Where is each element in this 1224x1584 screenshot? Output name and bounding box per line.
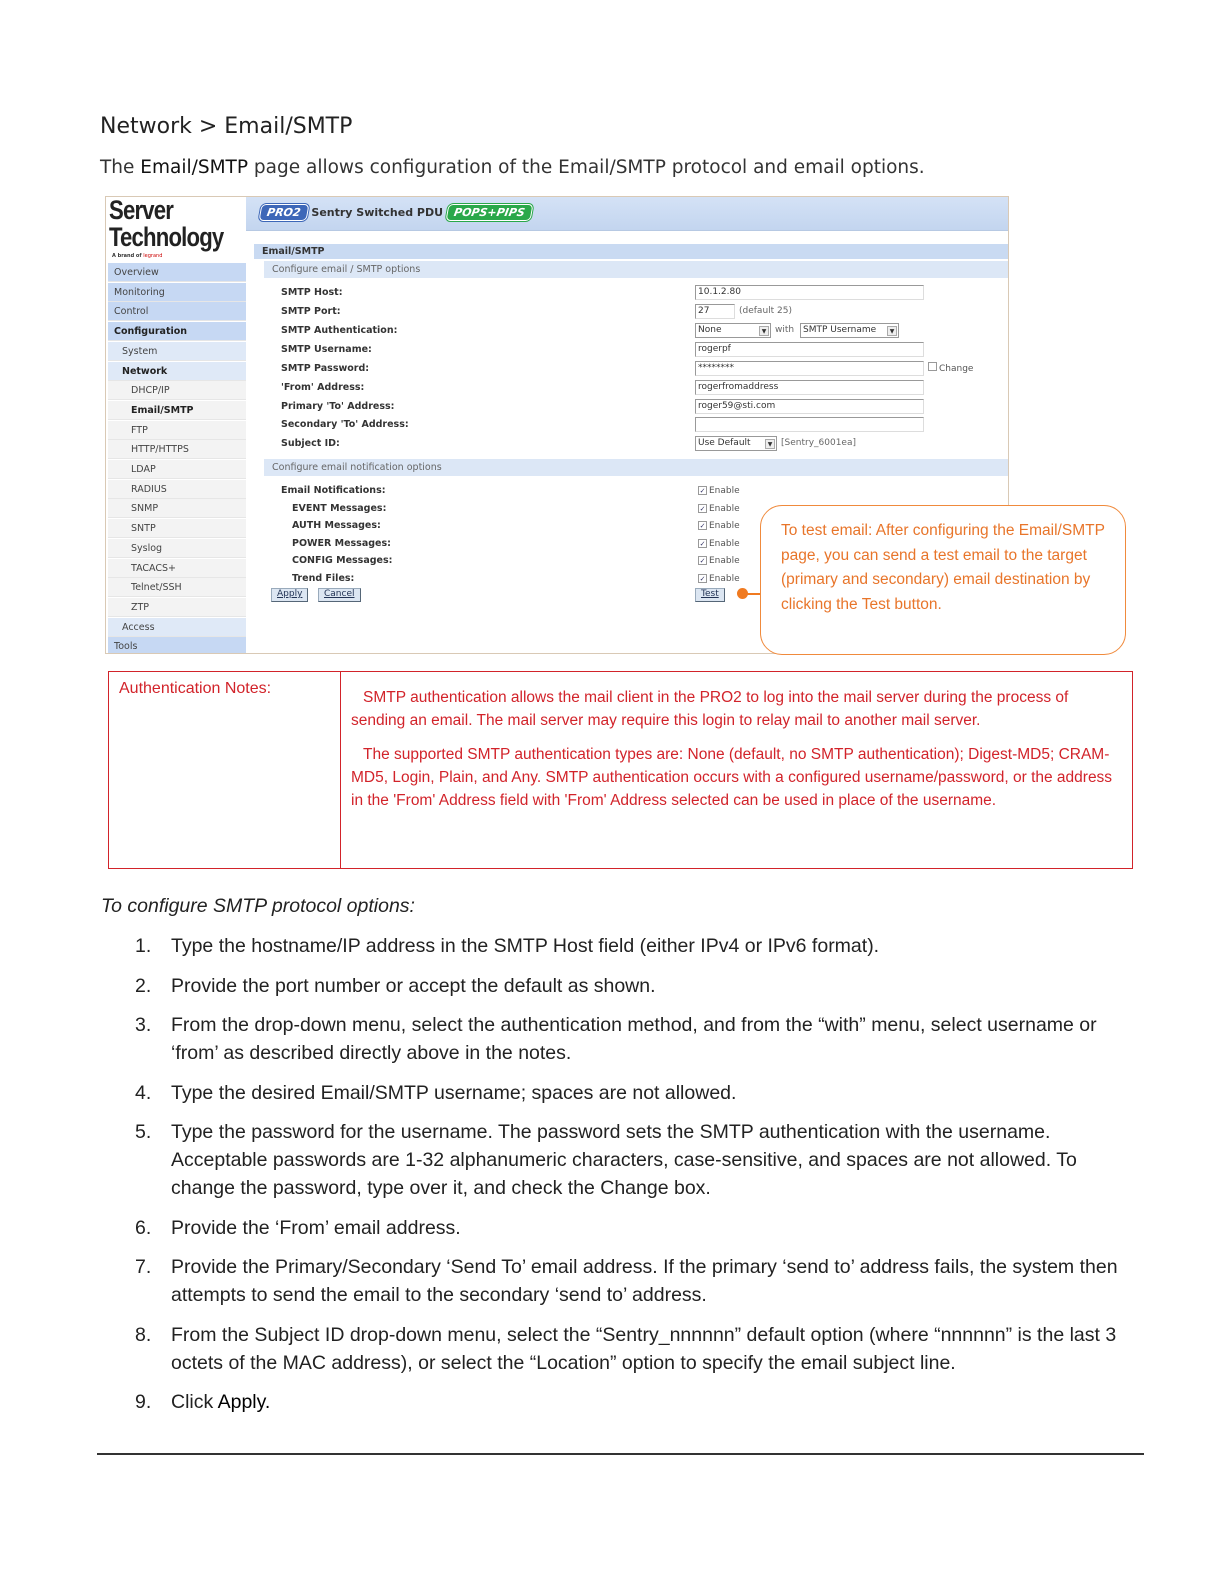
checkbox-icon: ✓	[699, 574, 706, 583]
step-number: 5.	[135, 1121, 152, 1143]
sidebar-item[interactable]: TACACS+	[108, 559, 246, 578]
step-text	[171, 972, 656, 1000]
page-heading: Network > Email/SMTP	[100, 114, 353, 139]
test-email-callout: To test email: After configuring the Email/SMTP page, you can send a test email to the target (primary and secondary) email destination by clicking the Test button.	[760, 505, 1126, 655]
test-button[interactable]: Test	[695, 588, 725, 602]
label-smtp-port: SMTP Port:	[281, 306, 341, 317]
step-text	[171, 1321, 1145, 1377]
primary-to-input[interactable]: roger59@sti.com	[695, 399, 924, 414]
checkbox-icon: ✓	[699, 557, 706, 565]
procedure-step	[135, 1214, 1145, 1242]
sidebar-item[interactable]: DHCP/IP	[108, 381, 246, 400]
label-smtp-host: SMTP Host:	[281, 287, 343, 298]
enable-checkbox[interactable]	[698, 574, 740, 584]
procedure-step	[135, 1253, 1145, 1309]
step-number: 4.	[135, 1081, 152, 1104]
product-name: Sentry Switched PDU	[311, 206, 444, 219]
intro-text	[100, 157, 925, 178]
sidebar-item[interactable]: Control	[108, 302, 246, 321]
enable-label: Enable	[709, 486, 740, 496]
section-notification-options: Configure email notification options	[264, 459, 1009, 476]
procedure-step	[135, 1388, 1145, 1416]
procedure-steps	[135, 932, 1145, 1428]
subject-hint: [Sentry_6001ea]	[781, 438, 856, 448]
checkbox-icon: ✓	[699, 522, 706, 530]
checkbox-icon	[928, 362, 937, 371]
notification-label: POWER Messages:	[292, 537, 391, 549]
notes-body	[341, 672, 1132, 868]
pops-pips-badge: POPS+PIPS	[445, 204, 533, 221]
label-smtp-auth: SMTP Authentication:	[281, 325, 398, 336]
procedure-heading: To configure SMTP protocol options:	[101, 895, 415, 917]
tagline-brand: legrand	[143, 253, 163, 259]
change-label: Change	[939, 364, 974, 374]
enable-label: Enable	[709, 556, 740, 566]
sidebar-item[interactable]: FTP	[108, 421, 246, 440]
step-text	[171, 932, 879, 960]
sidebar-item[interactable]: Telnet/SSH	[108, 578, 246, 597]
tagline-pre: A brand of	[112, 253, 144, 259]
enable-checkbox[interactable]	[698, 521, 740, 531]
step-text	[171, 1253, 1145, 1309]
step-text	[171, 1079, 736, 1107]
sidebar-item[interactable]: ZTP	[108, 598, 246, 617]
checkbox-icon: ✓	[699, 487, 706, 495]
sidebar-item[interactable]: Configuration	[108, 322, 246, 341]
sidebar-item[interactable]: HTTP/HTTPS	[108, 440, 246, 459]
subject-id-select[interactable]	[695, 436, 777, 451]
smtp-port-input[interactable]: 27	[695, 304, 735, 319]
step-text	[171, 1388, 270, 1416]
footer-rule	[97, 1453, 1144, 1455]
step-number: 3.	[135, 1014, 152, 1036]
step-text-body: From the Subject ID drop-down menu, select the “Sentry_nnnnnn” default option (where “nnnnnn” is the last 3 octets of the MAC address), or select the “Location” option to specify the email subject line.	[171, 1323, 1117, 1374]
procedure-step	[135, 972, 1145, 1000]
enable-label: Enable	[709, 538, 740, 549]
with-value: SMTP Username	[803, 325, 877, 335]
logo-tagline	[112, 252, 162, 260]
step-number: 7.	[135, 1256, 152, 1278]
procedure-step	[135, 932, 1145, 960]
checkbox-icon: ✓	[699, 504, 706, 513]
sidebar-item[interactable]: Monitoring	[108, 283, 246, 302]
notification-label: EVENT Messages:	[292, 502, 387, 514]
enable-label: Enable	[709, 503, 740, 514]
notification-label: Trend Files:	[292, 572, 355, 584]
label-from-address: 'From' Address:	[281, 382, 365, 393]
label-subject-id: Subject ID:	[281, 438, 340, 449]
secondary-to-input[interactable]	[695, 417, 924, 432]
sidebar-item[interactable]: Overview	[108, 263, 246, 282]
enable-label: Enable	[709, 521, 740, 531]
enable-checkbox[interactable]	[698, 486, 740, 496]
step-text-body: From the drop-down menu, select the authentication method, and from the “with” menu, select username or ‘from’ as described directly above in the notes.	[171, 1014, 1097, 1064]
with-select[interactable]	[800, 323, 899, 338]
step-number: 6.	[135, 1216, 152, 1239]
intro-pre: The	[100, 157, 141, 178]
sidebar-item[interactable]: Tools	[108, 637, 246, 654]
intro-post: page allows configuration of the Email/SMTP protocol and email options.	[248, 157, 925, 178]
procedure-step	[135, 1321, 1145, 1377]
page-title-bar: Email/SMTP	[254, 244, 1009, 259]
notes-heading: Authentication Notes:	[109, 672, 341, 868]
sidebar-item[interactable]: Network	[108, 362, 246, 381]
logo-server: Server	[109, 196, 174, 225]
step-number: 9.	[135, 1391, 152, 1413]
step-text	[171, 1011, 1145, 1067]
step-number: 1.	[135, 935, 152, 957]
sidebar-item[interactable]: Syslog	[108, 539, 246, 558]
sidebar-item[interactable]: Access	[108, 618, 246, 637]
smtp-host-input[interactable]: 10.1.2.80	[695, 285, 924, 300]
sidebar-item[interactable]: Email/SMTP	[108, 401, 246, 420]
notes-paragraph: The supported SMTP authentication types are: None (default, no SMTP authentication); Digest-MD5; CRAM-MD5, Login, Plain, and Any. SMTP authentication occurs with a configured username/password, or the address in the 'From' Address field with 'From' Address selected can be used in place of the username.	[351, 746, 1113, 809]
notification-label: Email Notifications:	[281, 485, 386, 496]
subject-value: Use Default	[698, 438, 751, 448]
enable-checkbox[interactable]	[698, 556, 740, 566]
app-header	[246, 197, 1009, 231]
auth-select[interactable]	[695, 323, 771, 338]
step-text-body: Type the password for the username. The password sets the SMTP authentication with the username. Acceptable passwords are 1-32 alphanumeric characters, case-sensitive, and spaces are not allowed. To change the password, type over it, and check the Change box.	[171, 1121, 1077, 1199]
sidebar-item[interactable]: SNMP	[108, 499, 246, 518]
intro-bold: Email/SMTP	[140, 157, 249, 178]
step-text-body: Provide the port number or accept the default as shown.	[171, 974, 656, 997]
apply-button[interactable]: Apply	[271, 588, 308, 602]
enable-label: Enable	[709, 573, 740, 584]
sidebar-item[interactable]: RADIUS	[108, 480, 246, 499]
sidebar-item[interactable]: SNTP	[108, 519, 246, 538]
smtp-username-input[interactable]: rogerpf	[695, 342, 924, 357]
label-secondary-to: Secondary 'To' Address:	[281, 419, 409, 430]
procedure-step	[135, 1011, 1145, 1067]
enable-checkbox[interactable]	[698, 504, 740, 514]
header-title	[260, 204, 532, 221]
authentication-notes	[108, 671, 1133, 869]
label-smtp-username: SMTP Username:	[281, 344, 372, 355]
step-text	[171, 1118, 1145, 1202]
with-label: with	[775, 325, 795, 335]
logo-technology: Technology	[109, 222, 224, 252]
label-primary-to: Primary 'To' Address:	[281, 401, 395, 412]
step-number: 2.	[135, 974, 152, 997]
step-text-body: Provide the ‘From’ email address.	[171, 1216, 461, 1239]
procedure-step	[135, 1079, 1145, 1107]
label-smtp-password: SMTP Password:	[281, 363, 370, 374]
step-text	[171, 1214, 461, 1242]
step-number: 8.	[135, 1323, 152, 1346]
sidebar-item[interactable]: System	[108, 342, 246, 361]
procedure-step	[135, 1118, 1145, 1202]
chevron-down-icon: ▼	[765, 439, 775, 449]
checkbox-icon: ✓	[699, 539, 706, 548]
change-password-checkbox[interactable]	[928, 362, 973, 374]
step-text-body: Type the desired Email/SMTP username; spaces are not allowed.	[171, 1081, 737, 1104]
cancel-button[interactable]: Cancel	[318, 588, 361, 602]
step-text-body: Click	[171, 1391, 218, 1413]
chevron-down-icon: ▼	[759, 326, 769, 336]
chevron-down-icon: ▼	[887, 326, 897, 336]
notification-label: AUTH Messages:	[292, 520, 381, 531]
step-text-body: Type the hostname/IP address in the SMTP Host field (either IPv4 or IPv6 format).	[171, 935, 880, 957]
auth-value: None	[698, 325, 722, 335]
pro2-badge: PRO2	[259, 204, 310, 221]
from-address-input[interactable]: rogerfromaddress	[695, 380, 924, 395]
sidebar	[106, 197, 246, 654]
section-smtp-options: Configure email / SMTP options	[264, 261, 1009, 278]
port-hint: (default 25)	[739, 306, 793, 316]
step-text-body: Provide the Primary/Secondary ‘Send To’ email address. If the primary ‘send to’ address fails, the system then attempts to send the email to the secondary ‘send to’ address.	[171, 1256, 1118, 1306]
notes-paragraph: SMTP authentication allows the mail client in the PRO2 to log into the mail server during the process of sending an email. The mail server may require this login to relay mail to another mail server.	[351, 689, 1069, 729]
smtp-password-input[interactable]: ********	[695, 361, 924, 376]
enable-checkbox[interactable]	[698, 539, 740, 549]
sidebar-item[interactable]: LDAP	[108, 460, 246, 479]
step-bold: Apply.	[217, 1391, 271, 1413]
notification-label: CONFIG Messages:	[292, 555, 393, 566]
